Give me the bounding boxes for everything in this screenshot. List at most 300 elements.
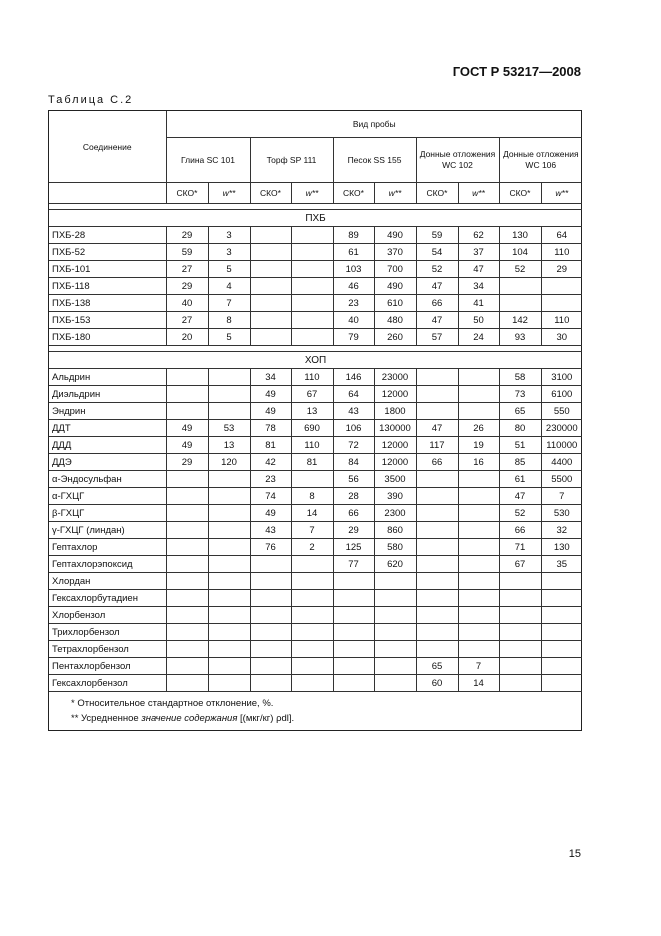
value-cell: 13 xyxy=(208,437,250,454)
value-cell: 59 xyxy=(416,227,458,244)
header-sko: СКО* xyxy=(416,183,458,204)
value-cell: 490 xyxy=(374,227,416,244)
value-cell xyxy=(250,261,291,278)
compound-name-cell: ПХБ-101 xyxy=(49,261,166,278)
value-cell xyxy=(166,641,208,658)
value-cell: 61 xyxy=(333,244,374,261)
compound-name-cell: Тетрахлорбензол xyxy=(49,641,166,658)
value-cell xyxy=(458,573,499,590)
table-row xyxy=(49,278,582,295)
value-cell: 84 xyxy=(333,454,374,471)
note-1: * Относительное стандартное отклонение, %. xyxy=(71,698,274,709)
value-cell: 34 xyxy=(250,369,291,386)
value-cell xyxy=(208,641,250,658)
value-cell xyxy=(208,505,250,522)
value-cell: 550 xyxy=(541,403,582,420)
note-2-suffix: [(мкг/кг) ρdl]. xyxy=(237,713,295,724)
table-header xyxy=(49,111,582,204)
value-cell xyxy=(250,312,291,329)
value-cell xyxy=(374,590,416,607)
value-cell: 27 xyxy=(166,261,208,278)
value-cell: 370 xyxy=(374,244,416,261)
value-cell xyxy=(416,488,458,505)
value-cell xyxy=(250,573,291,590)
value-cell: 58 xyxy=(499,369,541,386)
value-cell xyxy=(333,624,374,641)
header-sko: СКО* xyxy=(250,183,291,204)
value-cell xyxy=(499,590,541,607)
value-cell xyxy=(499,641,541,658)
value-cell xyxy=(166,471,208,488)
value-cell: 32 xyxy=(541,522,582,539)
value-cell: 41 xyxy=(458,295,499,312)
value-cell: 66 xyxy=(499,522,541,539)
value-cell: 28 xyxy=(333,488,374,505)
value-cell xyxy=(333,641,374,658)
value-cell xyxy=(250,227,291,244)
table-row xyxy=(49,522,582,539)
table-row xyxy=(49,369,582,386)
value-cell xyxy=(416,522,458,539)
value-cell: 7 xyxy=(291,522,333,539)
table-notes xyxy=(49,692,581,730)
value-cell xyxy=(208,607,250,624)
value-cell: 93 xyxy=(499,329,541,346)
value-cell: 6100 xyxy=(541,386,582,403)
value-cell xyxy=(166,369,208,386)
value-cell: 5 xyxy=(208,261,250,278)
value-cell: 24 xyxy=(458,329,499,346)
value-cell: 57 xyxy=(416,329,458,346)
compound-name-cell: Хлордан xyxy=(49,573,166,590)
value-cell: 54 xyxy=(416,244,458,261)
value-cell: 2300 xyxy=(374,505,416,522)
header-sample-wc106: Донные отложения WC 106 xyxy=(499,138,582,183)
value-cell xyxy=(291,244,333,261)
header-w: w** xyxy=(374,183,416,204)
compound-name-cell: ПХБ-52 xyxy=(49,244,166,261)
compound-name-cell: ДДЭ xyxy=(49,454,166,471)
header-sample-sc101: Глина SC 101 xyxy=(166,138,250,183)
value-cell xyxy=(333,573,374,590)
table-row xyxy=(49,261,582,278)
value-cell xyxy=(416,607,458,624)
value-cell: 23000 xyxy=(374,369,416,386)
value-cell: 3100 xyxy=(541,369,582,386)
value-cell: 16 xyxy=(458,454,499,471)
compound-name-cell: Гептахлорэпоксид xyxy=(49,556,166,573)
value-cell xyxy=(166,403,208,420)
value-cell: 81 xyxy=(250,437,291,454)
value-cell: 64 xyxy=(333,386,374,403)
compound-name-cell: Гептахлор xyxy=(49,539,166,556)
value-cell xyxy=(291,590,333,607)
value-cell xyxy=(416,369,458,386)
value-cell xyxy=(166,573,208,590)
value-cell: 43 xyxy=(250,522,291,539)
value-cell xyxy=(208,624,250,641)
value-cell xyxy=(458,369,499,386)
value-cell xyxy=(416,505,458,522)
value-cell xyxy=(374,675,416,692)
value-cell xyxy=(250,675,291,692)
value-cell xyxy=(166,624,208,641)
table-row xyxy=(49,386,582,403)
table-row xyxy=(49,658,582,675)
header-sample-type: Вид пробы xyxy=(166,111,582,138)
value-cell: 53 xyxy=(208,420,250,437)
value-cell: 12000 xyxy=(374,386,416,403)
value-cell xyxy=(291,573,333,590)
table-row xyxy=(49,295,582,312)
value-cell xyxy=(291,641,333,658)
value-cell xyxy=(208,658,250,675)
value-cell: 230000 xyxy=(541,420,582,437)
value-cell: 29 xyxy=(333,522,374,539)
table-row xyxy=(49,244,582,261)
section-title: ХОП xyxy=(49,352,582,369)
value-cell: 26 xyxy=(458,420,499,437)
value-cell: 13 xyxy=(291,403,333,420)
value-cell: 700 xyxy=(374,261,416,278)
data-table xyxy=(49,111,582,692)
table-row xyxy=(49,607,582,624)
value-cell: 3 xyxy=(208,227,250,244)
value-cell: 4 xyxy=(208,278,250,295)
value-cell xyxy=(416,539,458,556)
table-row xyxy=(49,624,582,641)
value-cell: 67 xyxy=(291,386,333,403)
value-cell: 50 xyxy=(458,312,499,329)
compound-name-cell: Гексахлорбензол xyxy=(49,675,166,692)
compound-name-cell: α-Эндосульфан xyxy=(49,471,166,488)
value-cell xyxy=(208,675,250,692)
value-cell xyxy=(458,386,499,403)
table-row xyxy=(49,312,582,329)
value-cell xyxy=(291,607,333,624)
value-cell xyxy=(374,641,416,658)
compound-name-cell: ПХБ-180 xyxy=(49,329,166,346)
value-cell: 110 xyxy=(291,369,333,386)
value-cell: 35 xyxy=(541,556,582,573)
value-cell: 3500 xyxy=(374,471,416,488)
note-2-prefix: ** Усредненное xyxy=(71,713,142,724)
value-cell: 47 xyxy=(416,420,458,437)
value-cell: 12000 xyxy=(374,454,416,471)
value-cell: 37 xyxy=(458,244,499,261)
value-cell: 130 xyxy=(499,227,541,244)
value-cell: 19 xyxy=(458,437,499,454)
value-cell xyxy=(458,556,499,573)
value-cell: 4400 xyxy=(541,454,582,471)
value-cell xyxy=(541,675,582,692)
value-cell xyxy=(208,403,250,420)
value-cell: 103 xyxy=(333,261,374,278)
value-cell: 71 xyxy=(499,539,541,556)
value-cell: 65 xyxy=(416,658,458,675)
value-cell: 110 xyxy=(291,437,333,454)
value-cell xyxy=(208,386,250,403)
value-cell xyxy=(416,590,458,607)
value-cell: 49 xyxy=(166,420,208,437)
value-cell xyxy=(458,607,499,624)
value-cell: 12000 xyxy=(374,437,416,454)
value-cell: 146 xyxy=(333,369,374,386)
value-cell: 60 xyxy=(416,675,458,692)
value-cell: 77 xyxy=(333,556,374,573)
value-cell xyxy=(374,607,416,624)
compound-name-cell: ПХБ-138 xyxy=(49,295,166,312)
value-cell xyxy=(166,590,208,607)
value-cell xyxy=(208,573,250,590)
value-cell xyxy=(458,641,499,658)
value-cell: 5 xyxy=(208,329,250,346)
section-header-row xyxy=(49,352,582,369)
header-w: w** xyxy=(208,183,250,204)
value-cell xyxy=(166,522,208,539)
value-cell: 49 xyxy=(166,437,208,454)
value-cell xyxy=(250,658,291,675)
value-cell: 106 xyxy=(333,420,374,437)
value-cell: 85 xyxy=(499,454,541,471)
value-cell xyxy=(291,329,333,346)
value-cell: 52 xyxy=(416,261,458,278)
value-cell: 620 xyxy=(374,556,416,573)
compound-name-cell: Гексахлорбутадиен xyxy=(49,590,166,607)
value-cell: 76 xyxy=(250,539,291,556)
value-cell xyxy=(250,244,291,261)
compound-name-cell: ПХБ-118 xyxy=(49,278,166,295)
value-cell: 43 xyxy=(333,403,374,420)
value-cell: 530 xyxy=(541,505,582,522)
value-cell: 117 xyxy=(416,437,458,454)
value-cell: 860 xyxy=(374,522,416,539)
value-cell: 7 xyxy=(458,658,499,675)
value-cell: 120 xyxy=(208,454,250,471)
value-cell: 23 xyxy=(333,295,374,312)
table-row xyxy=(49,641,582,658)
value-cell xyxy=(166,658,208,675)
value-cell: 490 xyxy=(374,278,416,295)
value-cell: 40 xyxy=(166,295,208,312)
value-cell xyxy=(208,556,250,573)
value-cell: 49 xyxy=(250,505,291,522)
value-cell xyxy=(458,522,499,539)
value-cell: 74 xyxy=(250,488,291,505)
value-cell: 61 xyxy=(499,471,541,488)
header-w: w** xyxy=(458,183,499,204)
value-cell xyxy=(291,675,333,692)
value-cell xyxy=(250,641,291,658)
value-cell: 72 xyxy=(333,437,374,454)
compound-name-cell: Эндрин xyxy=(49,403,166,420)
value-cell: 47 xyxy=(416,278,458,295)
value-cell: 110 xyxy=(541,244,582,261)
value-cell: 49 xyxy=(250,403,291,420)
compound-name-cell: ПХБ-28 xyxy=(49,227,166,244)
value-cell: 8 xyxy=(208,312,250,329)
value-cell: 3 xyxy=(208,244,250,261)
value-cell xyxy=(499,295,541,312)
value-cell xyxy=(541,573,582,590)
value-cell: 125 xyxy=(333,539,374,556)
value-cell xyxy=(291,624,333,641)
value-cell: 14 xyxy=(458,675,499,692)
value-cell xyxy=(166,386,208,403)
value-cell: 23 xyxy=(250,471,291,488)
value-cell xyxy=(166,505,208,522)
value-cell: 30 xyxy=(541,329,582,346)
value-cell xyxy=(250,329,291,346)
header-blank xyxy=(49,183,166,204)
value-cell: 47 xyxy=(499,488,541,505)
value-cell: 79 xyxy=(333,329,374,346)
value-cell: 81 xyxy=(291,454,333,471)
table-row xyxy=(49,471,582,488)
value-cell xyxy=(416,556,458,573)
value-cell: 142 xyxy=(499,312,541,329)
table-row xyxy=(49,437,582,454)
header-sample-ss155: Песок SS 155 xyxy=(333,138,416,183)
value-cell: 7 xyxy=(208,295,250,312)
table-row xyxy=(49,454,582,471)
value-cell xyxy=(499,658,541,675)
value-cell xyxy=(499,278,541,295)
compound-name-cell: ДДТ xyxy=(49,420,166,437)
value-cell: 1800 xyxy=(374,403,416,420)
value-cell xyxy=(333,675,374,692)
value-cell: 62 xyxy=(458,227,499,244)
value-cell: 110 xyxy=(541,312,582,329)
value-cell: 29 xyxy=(541,261,582,278)
value-cell: 8 xyxy=(291,488,333,505)
value-cell xyxy=(208,539,250,556)
value-cell: 47 xyxy=(416,312,458,329)
value-cell: 390 xyxy=(374,488,416,505)
value-cell xyxy=(458,590,499,607)
value-cell: 80 xyxy=(499,420,541,437)
value-cell xyxy=(291,658,333,675)
value-cell: 110000 xyxy=(541,437,582,454)
value-cell xyxy=(250,607,291,624)
value-cell xyxy=(333,658,374,675)
value-cell xyxy=(499,607,541,624)
value-cell xyxy=(541,278,582,295)
value-cell xyxy=(374,624,416,641)
value-cell xyxy=(499,573,541,590)
value-cell: 20 xyxy=(166,329,208,346)
section-title: ПХБ xyxy=(49,210,582,227)
value-cell xyxy=(541,590,582,607)
value-cell xyxy=(250,624,291,641)
value-cell: 40 xyxy=(333,312,374,329)
value-cell xyxy=(333,590,374,607)
value-cell: 51 xyxy=(499,437,541,454)
value-cell: 580 xyxy=(374,539,416,556)
value-cell xyxy=(458,488,499,505)
value-cell xyxy=(416,386,458,403)
table-row xyxy=(49,227,582,244)
value-cell xyxy=(250,295,291,312)
value-cell: 59 xyxy=(166,244,208,261)
value-cell xyxy=(250,590,291,607)
value-cell xyxy=(291,312,333,329)
value-cell xyxy=(458,505,499,522)
value-cell xyxy=(250,278,291,295)
table-row xyxy=(49,420,582,437)
section-header-row xyxy=(49,210,582,227)
header-sko: СКО* xyxy=(499,183,541,204)
value-cell xyxy=(458,403,499,420)
value-cell xyxy=(166,607,208,624)
value-cell: 73 xyxy=(499,386,541,403)
value-cell: 52 xyxy=(499,505,541,522)
value-cell: 52 xyxy=(499,261,541,278)
value-cell: 14 xyxy=(291,505,333,522)
value-cell xyxy=(166,675,208,692)
compound-name-cell: α-ГХЦГ xyxy=(49,488,166,505)
value-cell: 29 xyxy=(166,454,208,471)
table-row xyxy=(49,556,582,573)
compound-name-cell: Диэльдрин xyxy=(49,386,166,403)
table-row xyxy=(49,590,582,607)
value-cell xyxy=(291,471,333,488)
value-cell: 7 xyxy=(541,488,582,505)
value-cell xyxy=(208,590,250,607)
table-frame xyxy=(48,110,582,731)
header-sample-wc102: Донные отложения WC 102 xyxy=(416,138,499,183)
table-row xyxy=(49,539,582,556)
page-number: 15 xyxy=(568,848,581,860)
value-cell: 480 xyxy=(374,312,416,329)
table-row xyxy=(49,675,582,692)
value-cell xyxy=(499,624,541,641)
header-w: w** xyxy=(541,183,582,204)
value-cell xyxy=(291,278,333,295)
value-cell: 66 xyxy=(416,454,458,471)
compound-name-cell: ПХБ-153 xyxy=(49,312,166,329)
value-cell: 49 xyxy=(250,386,291,403)
value-cell xyxy=(416,641,458,658)
note-2-italic: значение содержания xyxy=(141,713,238,724)
value-cell xyxy=(541,607,582,624)
table-row xyxy=(49,488,582,505)
compound-name-cell: Трихлорбензол xyxy=(49,624,166,641)
value-cell xyxy=(291,556,333,573)
value-cell xyxy=(333,607,374,624)
table-row xyxy=(49,329,582,346)
value-cell: 2 xyxy=(291,539,333,556)
value-cell: 78 xyxy=(250,420,291,437)
compound-name-cell: ДДД xyxy=(49,437,166,454)
value-cell xyxy=(208,488,250,505)
value-cell xyxy=(458,471,499,488)
value-cell xyxy=(541,624,582,641)
value-cell: 56 xyxy=(333,471,374,488)
value-cell: 66 xyxy=(333,505,374,522)
table-body xyxy=(49,204,582,692)
value-cell xyxy=(458,624,499,641)
header-sko: СКО* xyxy=(333,183,374,204)
compound-name-cell: β-ГХЦГ xyxy=(49,505,166,522)
value-cell xyxy=(541,295,582,312)
value-cell xyxy=(416,403,458,420)
compound-name-cell: Пентахлорбензол xyxy=(49,658,166,675)
value-cell xyxy=(291,261,333,278)
value-cell xyxy=(458,539,499,556)
value-cell: 260 xyxy=(374,329,416,346)
value-cell: 67 xyxy=(499,556,541,573)
